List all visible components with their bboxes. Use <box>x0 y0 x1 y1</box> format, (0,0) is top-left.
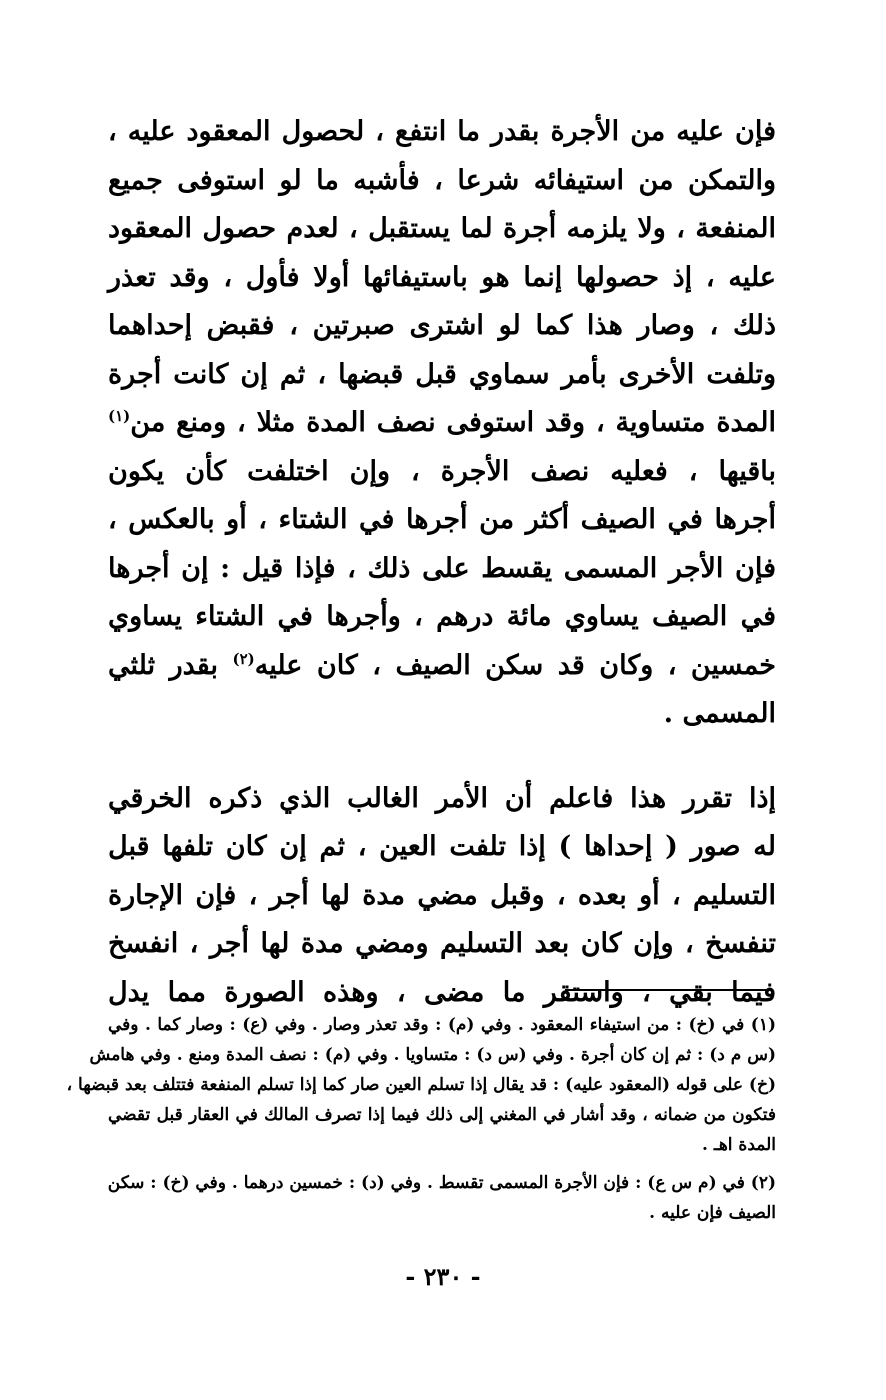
text-segment: المدة متساوية ، وقد استوفى نصف المدة مثلا ، ومنع من <box>130 407 776 438</box>
footnote-divider <box>565 989 772 991</box>
text-line: أجرها في الصيف أكثر من أجرها في الشتاء ، أو بالعكس ، <box>108 504 776 535</box>
text-line: فإن عليه من الأجرة بقدر ما انتفع ، لحصول المعقود عليه ، <box>108 116 776 147</box>
text-line: فيما بقي ، واستقر ما مضى ، وهذه الصورة مما يدل <box>108 976 776 1008</box>
footnote-1 <box>66 1010 776 1160</box>
footnote-line: (٢) في (م س ع) : فإن الأجرة المسمى تقسط . وفي (د) : خمسين درهما . وفي (خ) : سكن <box>107 1173 776 1193</box>
text-line: إذا تقرر هذا فاعلم أن الأمر الغالب الذي ذكره الخرقي <box>108 782 776 814</box>
text-segment: خمسين ، وكان قد سكن الصيف ، كان عليه <box>254 649 776 681</box>
footnote-ref-1: (١) <box>108 407 131 425</box>
footnote-2 <box>108 1168 776 1228</box>
text-line: فإن الأجر المسمى يقسط على ذلك ، فإذا قيل : إن أجرها <box>108 552 776 584</box>
footnote-line: المدة اهـ . <box>702 1135 776 1155</box>
text-line: والتمكن من استيفائه شرعا ، فأشبه ما لو استوفى جميع <box>108 164 776 196</box>
page-number: - ٢٣٠ - <box>405 1262 481 1291</box>
paragraph-1 <box>108 108 776 739</box>
text-line: باقيها ، فعليه نصف الأجرة ، وإن اختلفت كأن يكون <box>108 455 776 487</box>
text-line: وتلفت الأخرى بأمر سماوي قبل قبضها ، ثم إن كانت أجرة <box>108 358 776 390</box>
text-line: ذلك ، وصار هذا كما لو اشترى صبرتين ، فقبض إحداهما <box>108 310 776 341</box>
text-line-with-ref <box>108 642 776 691</box>
text-line: التسليم ، أو بعده ، وقبل مضي مدة لها أجر ، فإن الإجارة <box>108 879 776 911</box>
footnotes <box>66 1010 776 1236</box>
text-line: المسمى . <box>663 698 776 729</box>
footnote-ref-2: (٢) <box>232 649 255 668</box>
text-line: تنفسخ ، وإن كان بعد التسليم ومضي مدة لها أجر ، انفسخ <box>108 928 777 959</box>
text-line: له صور ( إحداها ) إذا تلفت العين ، ثم إن كان تلفها قبل <box>108 831 776 862</box>
text-line: المنفعة ، ولا يلزمه أجرة لما يستقبل ، لعدم حصول المعقود <box>108 213 776 244</box>
text-line: في الصيف يساوي مائة درهم ، وأجرها في الشتاء يساوي <box>108 601 776 632</box>
footnote-line: الصيف فإن عليه . <box>649 1203 776 1223</box>
footnote-line: فتكون من ضمانه ، وقد أشار في المغني إلى ذلك فيما إذا تصرف المالك في العقار قبل تقضي <box>108 1105 776 1125</box>
paragraph-2 <box>108 775 776 1018</box>
text-segment: بقدر ثلثي <box>108 649 233 681</box>
main-text <box>108 108 776 1017</box>
footnote-line: (١) في (خ) : من استيفاء المعقود . وفي (م) : وقد تعذر وصار . وفي (ع) : وصار كما . وفي <box>108 1015 776 1035</box>
text-line-with-ref <box>108 399 776 448</box>
footnote-line: (س م د) : ثم إن كان أجرة . وفي (س د) : متساويا . وفي (م) : نصف المدة ومنع . وفي هامش <box>89 1045 776 1065</box>
text-line: عليه ، إذ حصولها إنما هو باستيفائها أولا فأول ، وقد تعذر <box>108 261 776 293</box>
footnote-line: (خ) على قوله (المعقود عليه) : قد يقال إذا تسلم العين صار كما إذا تسلم المنفعة فتتلف بعد قبضها ، <box>66 1075 776 1095</box>
